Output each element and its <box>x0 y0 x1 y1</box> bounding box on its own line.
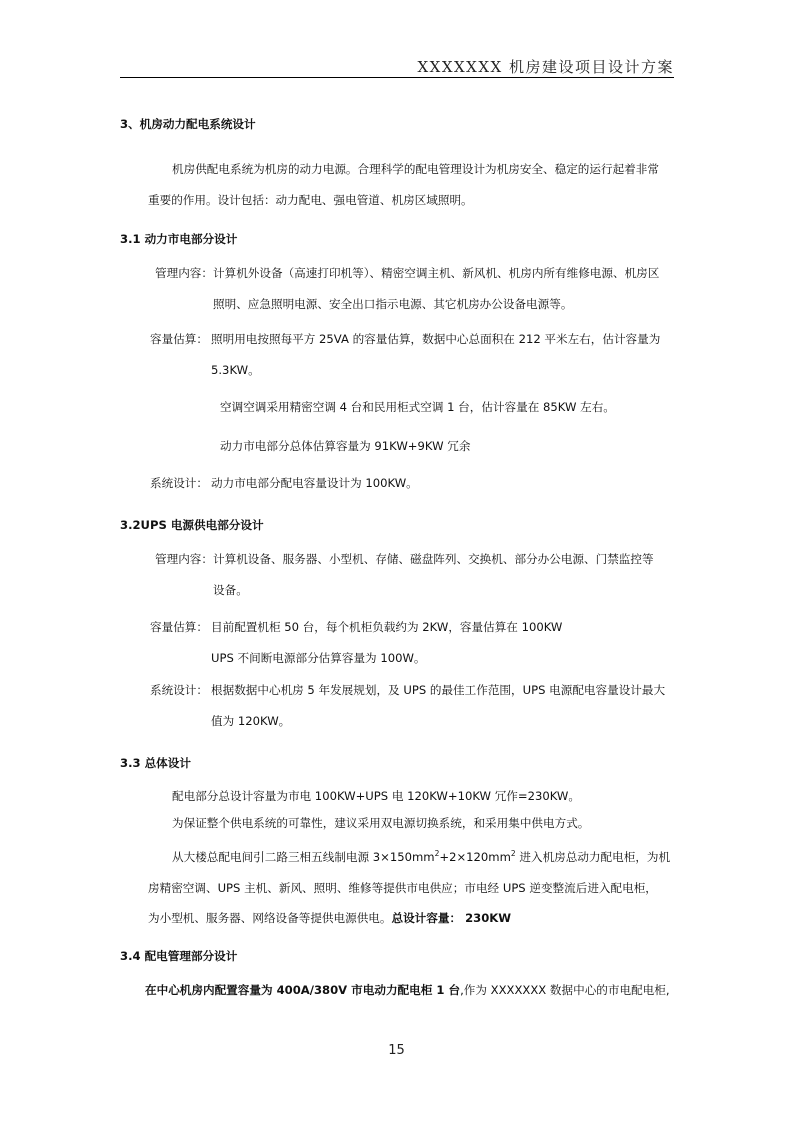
s32-system-line2: 值为 120KW。 <box>211 714 291 728</box>
section-3-3-heading: 3.3 总体设计 <box>120 756 191 770</box>
s33-line1: 配电部分总设计容量为市电 100KW+UPS 电 120KW+10KW 冗作=230KW。 <box>172 789 580 803</box>
s32-mgmt-line2: 设备。 <box>213 583 248 597</box>
s33-line3-part-b: +2×120mm <box>439 850 511 864</box>
section-3-4-heading: 3.4 配电管理部分设计 <box>120 949 238 963</box>
s33-line5 <box>148 910 511 926</box>
s33-line2: 为保证整个供电系统的可靠性，建议采用双电源切换系统，和采用集中供电方式。 <box>172 816 590 830</box>
s32-mgmt-line1: 计算机设备、服务器、小型机、存储、磁盘阵列、交换机、部分办公电源、门禁监控等 <box>213 552 654 566</box>
s32-system-label: 系统设计： <box>150 683 208 697</box>
s33-line3-part-a: 从大楼总配电间引二路三相五线制电源 3×150mm <box>172 850 435 864</box>
s32-system-line1: 根据数据中心机房 5 年发展规划，及 UPS 的最佳工作范围，UPS 电源配电容量设计最大 <box>211 683 666 697</box>
s32-capacity-line2: UPS 不间断电源部分估算容量为 100W。 <box>211 651 426 665</box>
section-3-1-heading: 3.1 动力市电部分设计 <box>120 232 238 246</box>
s31-mgmt-label: 管理内容： <box>155 266 213 280</box>
section-3-heading: 3、机房动力配电系统设计 <box>120 117 256 131</box>
s31-mgmt-line2: 照明、应急照明电源、安全出口指示电源、其它机房办公设备电源等。 <box>213 297 573 311</box>
s31-capacity-line4: 动力市电部分总体估算容量为 91KW+9KW 冗余 <box>220 439 471 453</box>
s34-line1-rest: ,作为 XXXXXXX 数据中心的市电配电柜, <box>460 983 670 997</box>
s31-capacity-line2: 5.3KW。 <box>211 363 260 377</box>
s34-line1-bold: 在中心机房内配置容量为 400A/380V 市电动力配电柜 1 台 <box>145 983 461 997</box>
s31-capacity-line1: 照明用电按照每平方 25VA 的容量估算，数据中心总面积在 212 平米左右，估计容量为 <box>211 332 661 346</box>
s31-capacity-line3: 空调空调采用精密空调 4 台和民用柜式空调 1 台，估计容量在 85KW 左右。 <box>220 400 615 414</box>
superscript-2: 2 <box>510 849 516 858</box>
s33-line3-part-c: 进入机房总动力配电柜，为机 <box>519 850 671 864</box>
s31-mgmt-line1: 计算机外设备（高速打印机等）、精密空调主机、新风机、机房内所有维修电源、机房区 <box>213 266 660 280</box>
section-3-2-heading: 3.2UPS 电源供电部分设计 <box>120 518 264 532</box>
s32-mgmt-label: 管理内容： <box>155 552 213 566</box>
document-title: XXXXXXX 机房建设项目设计方案 <box>417 58 674 76</box>
s33-line3 <box>172 849 670 865</box>
page-header <box>120 54 674 78</box>
s33-line5-text: 为小型机、服务器、网络设备等提供电源供电。 <box>148 911 392 925</box>
s31-capacity-label: 容量估算： <box>150 332 208 346</box>
page-number: 15 <box>388 1043 405 1058</box>
s34-line1 <box>145 982 670 998</box>
section-3-intro-line1: 机房供配电系统为机房的动力电源。合理科学的配电管理设计为机房安全、稳定的运行起着非常 <box>172 162 659 176</box>
s32-capacity-line1: 目前配置机柜 50 台，每个机柜负载约为 2KW，容量估算在 100KW <box>211 620 563 634</box>
s31-system-line1: 动力市电部分配电容量设计为 100KW。 <box>211 476 418 490</box>
section-3-intro-line2: 重要的作用。设计包括：动力配电、强电管道、机房区域照明。 <box>148 193 473 207</box>
total-capacity: 总设计容量： 230KW <box>391 911 512 925</box>
s32-capacity-label: 容量估算： <box>150 620 208 634</box>
s33-line4: 房精密空调、UPS 主机、新风、照明、维修等提供市电供应；市电经 UPS 逆变整流后进入配电柜， <box>148 881 657 895</box>
superscript-2: 2 <box>434 849 440 858</box>
s31-system-label: 系统设计： <box>150 476 208 490</box>
